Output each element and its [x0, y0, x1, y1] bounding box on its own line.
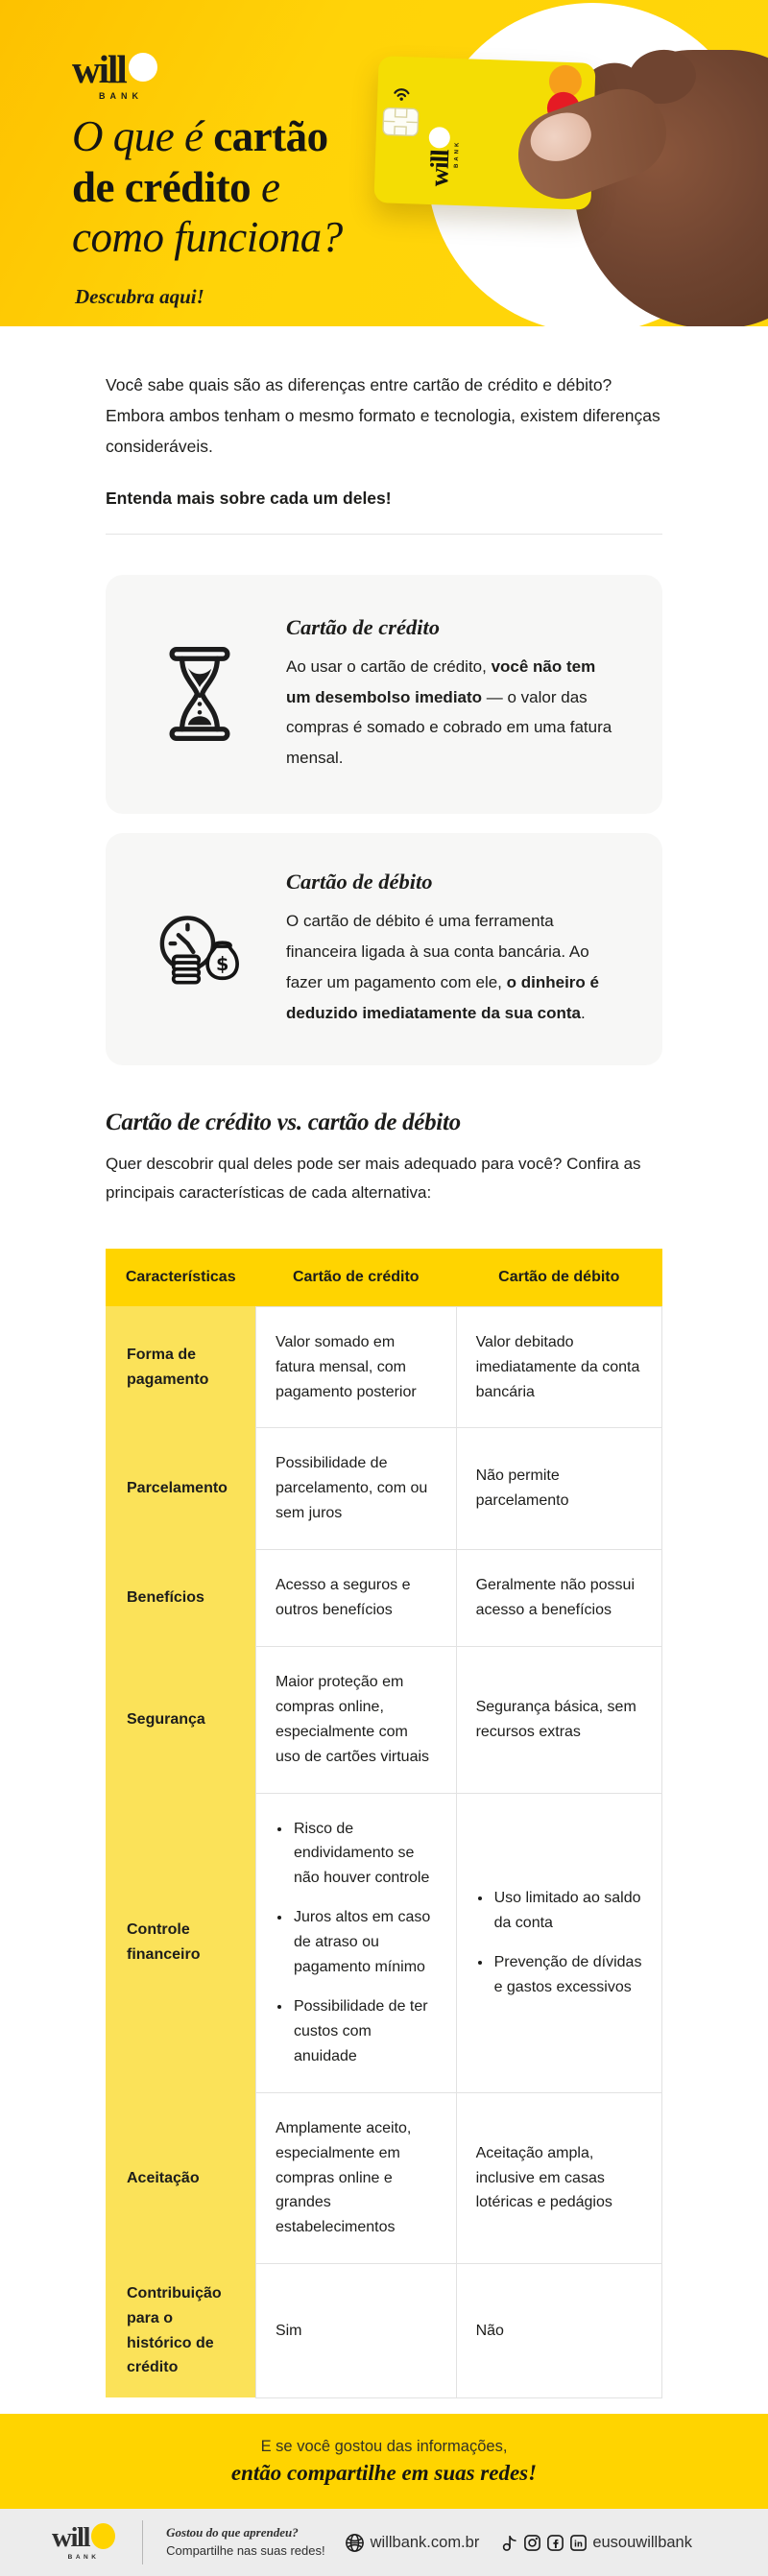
- infobox-title: Cartão de crédito: [286, 614, 440, 639]
- credit-bullet-list: [276, 1817, 437, 2069]
- hero-banner: [0, 0, 768, 326]
- debit-bullet-list: [476, 1886, 642, 2000]
- title-part: O que é: [72, 112, 214, 160]
- card-logo-circle: [428, 127, 450, 149]
- card-logo-word: will: [424, 149, 455, 187]
- globe-icon: [345, 2533, 365, 2553]
- table-row: [106, 2264, 662, 2398]
- will-bank-logo: [72, 47, 157, 101]
- debit-cell: Segurança básica, sem recursos extras: [456, 1646, 661, 1793]
- bullet-item: • Possibilidade de ter custos com anuidade: [292, 1994, 437, 2069]
- facebook-icon[interactable]: [546, 2534, 564, 2552]
- intro-cta: Entenda mais sobre cada um deles!: [106, 488, 392, 508]
- table-row: [106, 1306, 662, 1428]
- debit-cell: Aceitação ampla, inclusive em casas lotéricas e pedágios: [456, 2092, 661, 2264]
- credit-cell: Maior proteção em compras online, especialmente com uso de cartões virtuais: [255, 1646, 456, 1793]
- svg-text:in: in: [574, 2539, 584, 2549]
- hourglass-icon: [154, 644, 246, 744]
- credit-cell: Acesso a seguros e outros benefícios: [255, 1550, 456, 1647]
- intro-paragraph: Você sabe quais são as diferenças entre cartão de crédito e débito? Embora ambos tenham o mesmo formato e tecnologia, existem diferenças consideráveis.: [106, 375, 660, 457]
- tiktok-icon[interactable]: [500, 2534, 518, 2552]
- will-bank-logo-footer: [52, 2524, 115, 2561]
- main-content: [0, 326, 768, 2414]
- footer-prompt-bold: Gostou do que aprendeu?: [166, 2525, 299, 2540]
- footer-social-icons: [500, 2534, 588, 2552]
- clock-moneybag-icon: [154, 903, 246, 995]
- logo-sub: BANK: [99, 91, 143, 101]
- section-divider: [106, 534, 662, 535]
- infobox-title: Cartão de débito: [286, 870, 433, 894]
- feature-cell: Contribuição para o histórico de crédito: [106, 2264, 255, 2398]
- table-row: [106, 1793, 662, 2092]
- footer: [0, 2509, 768, 2576]
- comparison-table: [106, 1249, 662, 2398]
- bullet-item: • Risco de endividamento se não houver controle: [292, 1817, 437, 1892]
- logo-sub: BANK: [67, 2554, 100, 2561]
- comparison-heading: Cartão de crédito vs. cartão de débito: [106, 1109, 461, 1136]
- hero-subtitle: Descubra aqui!: [75, 285, 204, 308]
- bullet-item: • Prevenção de dívidas e gastos excessivos: [492, 1950, 642, 2000]
- debit-cell: Geralmente não possui acesso a benefícios: [456, 1550, 661, 1647]
- website-url[interactable]: willbank.com.br: [370, 2533, 480, 2551]
- debit-cell: Não permite parcelamento: [456, 1428, 661, 1550]
- credit-cell: Valor somado em fatura mensal, com pagamento posterior: [255, 1306, 456, 1428]
- infobox-text: [286, 906, 622, 1029]
- share-line2: então compartilhe em suas redes!: [230, 2460, 538, 2485]
- text-part: O cartão de débito é uma ferramenta financeira ligada à sua conta bancária. Ao fazer um pagamento com ele,: [286, 912, 589, 992]
- feature-cell: Parcelamento: [106, 1428, 255, 1550]
- bullet-item: • Uso limitado ao saldo da conta: [492, 1886, 642, 1936]
- table-header-row: [106, 1249, 662, 1307]
- debit-cell: Não: [456, 2264, 661, 2398]
- text-part-bold: você não tem um desembolso imediato: [286, 656, 596, 706]
- col-header-debit: Cartão de débito: [456, 1249, 661, 1307]
- table-row: [106, 2092, 662, 2264]
- card-chip-icon: [380, 106, 421, 137]
- title-part: e: [251, 162, 280, 211]
- logo-word: will: [72, 47, 126, 91]
- share-band: [0, 2414, 768, 2509]
- col-header-credit: Cartão de crédito: [255, 1249, 456, 1307]
- feature-cell: Controle financeiro: [106, 1793, 255, 2092]
- credit-card-infobox: [106, 575, 662, 815]
- credit-cell: Sim: [255, 2264, 456, 2398]
- page-title: [72, 111, 343, 263]
- bullet-item: • Juros altos em caso de atraso ou pagamento mínimo: [292, 1905, 437, 1980]
- linkedin-icon[interactable]: [569, 2534, 588, 2552]
- col-header-features: Características: [106, 1249, 255, 1307]
- credit-cell: Amplamente aceito, especialmente em compras online e grandes estabelecimentos: [255, 2092, 456, 2264]
- debit-cell: [456, 1793, 661, 2092]
- title-part: cartão: [213, 112, 328, 160]
- infobox-text: [286, 652, 622, 775]
- credit-cell: Possibilidade de parcelamento, com ou sem juros: [255, 1428, 456, 1550]
- title-part: como funciona?: [72, 213, 343, 262]
- feature-cell: Benefícios: [106, 1550, 255, 1647]
- share-line1: E se você gostou das informações,: [260, 2437, 508, 2455]
- svg-text:$: $: [215, 953, 229, 976]
- text-part: — o valor das compras é somado e cobrado em uma fatura mensal.: [286, 687, 612, 768]
- feature-cell: Aceitação: [106, 2092, 255, 2264]
- footer-website[interactable]: [345, 2533, 480, 2553]
- text-part: .: [581, 1004, 586, 1023]
- logo-word: will: [52, 2522, 90, 2553]
- debit-cell: Valor debitado imediatamente da conta bancária: [456, 1306, 661, 1428]
- footer-prompt-text: Compartilhe nas suas redes!: [166, 2543, 325, 2558]
- debit-card-infobox: [106, 833, 662, 1065]
- feature-cell: Segurança: [106, 1646, 255, 1793]
- comparison-intro: Quer descobrir qual deles pode ser mais adequado para você? Confira as principais características de cada alternativa:: [106, 1155, 641, 1203]
- table-row: [106, 1646, 662, 1793]
- vertical-divider: [142, 2520, 143, 2564]
- feature-cell: Forma de pagamento: [106, 1306, 255, 1428]
- title-part: de crédito: [72, 162, 252, 211]
- text-part: Ao usar o cartão de crédito,: [286, 656, 492, 676]
- text-part-bold: o dinheiro é deduzido imediatamente da sua conta: [286, 973, 599, 1023]
- table-row: [106, 1428, 662, 1550]
- footer-prompt: [166, 2524, 324, 2561]
- instagram-icon[interactable]: [523, 2534, 541, 2552]
- contactless-icon: [389, 80, 415, 104]
- logo-circle: [129, 53, 157, 82]
- credit-cell: [255, 1793, 456, 2092]
- table-row: [106, 1550, 662, 1647]
- social-handle[interactable]: eusouwillbank: [592, 2533, 692, 2551]
- logo-circle: [91, 2523, 115, 2549]
- card-logo-sub: BANK: [453, 139, 461, 169]
